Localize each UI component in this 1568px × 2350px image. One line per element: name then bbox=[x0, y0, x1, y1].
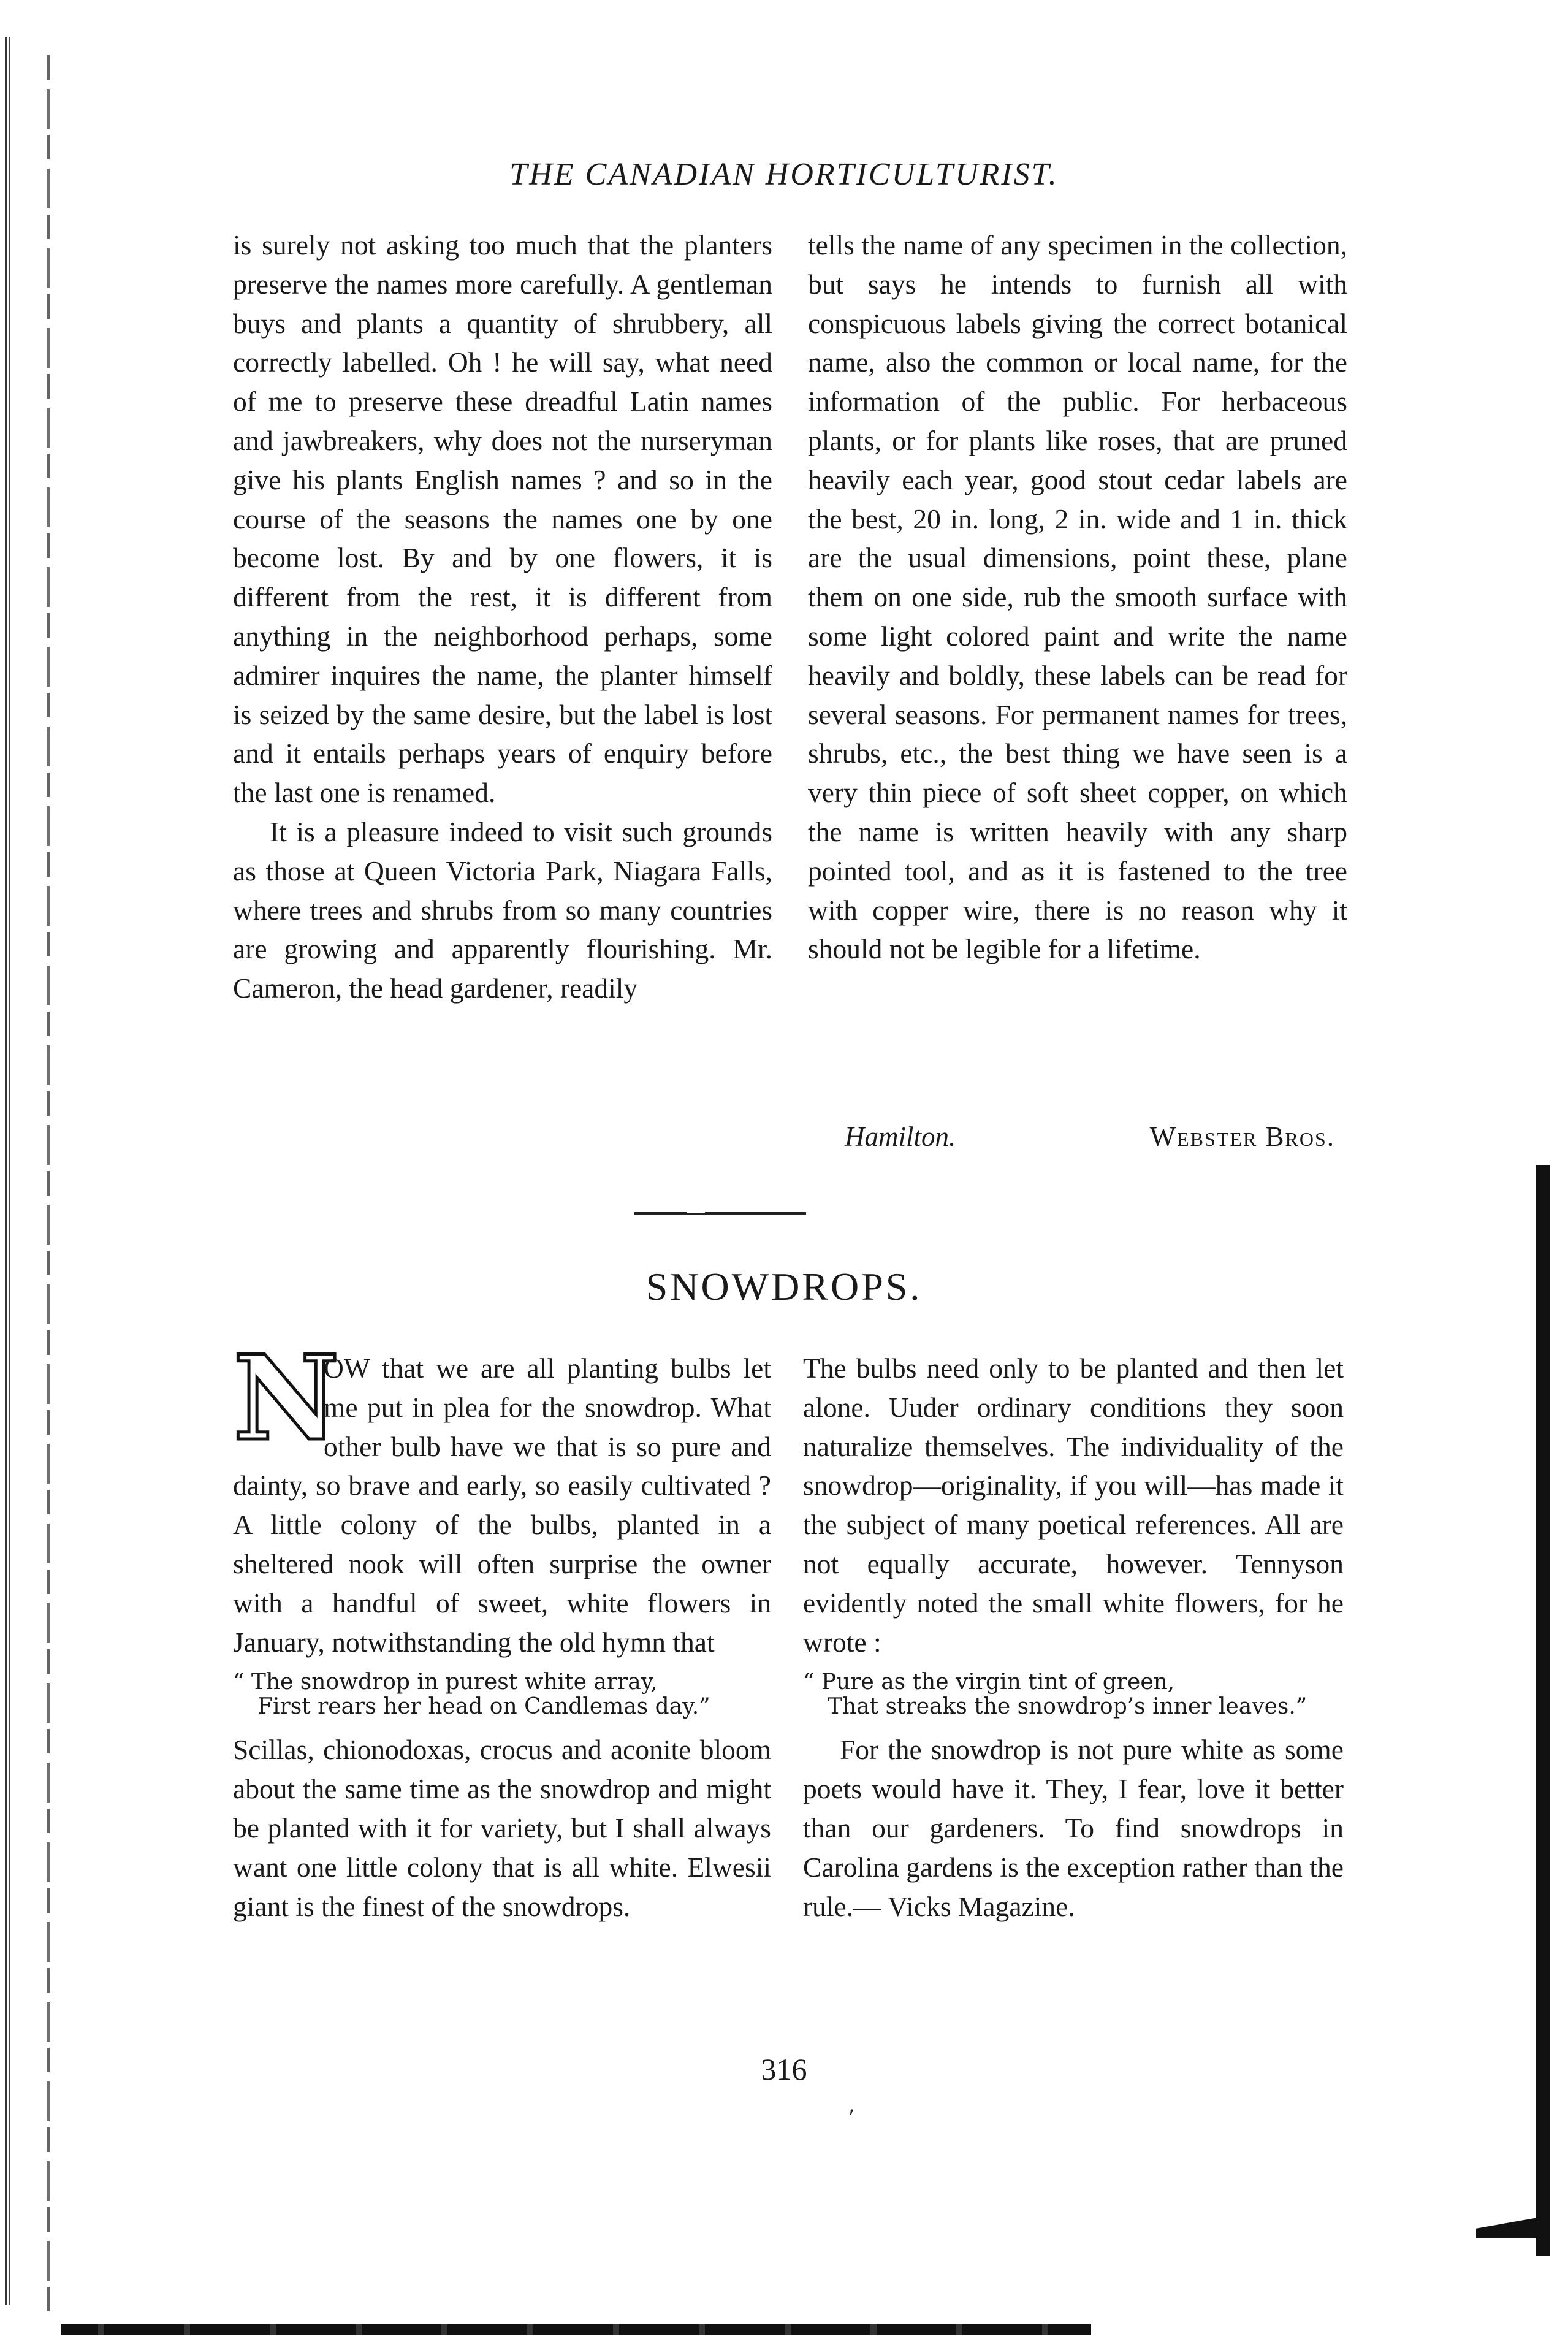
quote-line: “ The snowdrop in purest white array, bbox=[233, 1669, 658, 1695]
scan-edge-right-tail bbox=[1476, 2213, 1550, 2238]
scan-edge-left bbox=[5, 37, 13, 2305]
tennyson-quote bbox=[803, 1670, 1344, 1719]
running-title: THE CANADIAN HORTICULTURIST. bbox=[509, 157, 1059, 192]
article1-column-right bbox=[808, 226, 1347, 969]
article1-paragraph: is surely not asking too much that the planters preserve the names more carefully. A gentleman buys and plants a quantity of shrubbery, all correctly labelled. Oh ! he will say, what need of me to preserve these dreadful Latin names and jawbreakers, why does not the nurseryman give his plants English names ? and so in the course of the seasons the names one by one become lost. By and by one flowers, it is different from the rest, it is different from anything in the neighborhood perhaps, some admirer inquires the name, the planter himself is seized by the same desire, but the label is lost and it entails perhaps years of enquiry before the last one is renamed. bbox=[233, 229, 772, 809]
signature-place: Hamilton. bbox=[845, 1121, 956, 1152]
scan-edge-bottom bbox=[61, 2324, 1091, 2335]
quote-line: “ Pure as the virgin tint of green, bbox=[803, 1669, 1175, 1695]
article1-signature bbox=[808, 1121, 1335, 1153]
article2-paragraph: Scillas, chionodoxas, crocus and aconite bloom about the same time as the snowdrop and might be planted with it for variety, but I shall always want one little colony that is all white. Elwesii giant is the finest of the snowdrops. bbox=[233, 1734, 771, 1922]
quote-line: First rears her head on Candlemas day.” bbox=[257, 1694, 710, 1720]
scan-edge-binding bbox=[47, 55, 50, 2311]
article2-paragraph: The bulbs need only to be planted and then let alone. Uuder ordinary conditions they soon naturalize themselves. The individuality of the snowdrop—originality, if you will—has made it the subject of many poetical references. All are not equally accurate, however. Tennyson evidently noted the small white flowers, for he wrote : bbox=[803, 1352, 1344, 1658]
article2-column-right bbox=[803, 1349, 1344, 1926]
section-divider-gap bbox=[687, 1211, 705, 1213]
hymn-quote bbox=[233, 1670, 771, 1719]
article1-paragraph: tells the name of any specimen in the collection, but says he intends to furnish all with conspicuous labels giving the correct botanical name, also the common or local name, for the information of the public. For herbaceous plants, or for plants like roses, that are pruned heavily each year, good stout cedar labels are the best, 20 in. long, 2 in. wide and 1 in. thick are the usual dimensions, point these, plane them on one side, rub the smooth surface with some light colored paint and write the name heavily and boldly, these labels can be read for several seasons. For permanent names for trees, shrubs, etc., the best thing we have seen is a very thin piece of soft sheet copper, on which the name is written heavily with any sharp pointed tool, and as it is fastened to the tree with copper wire, there is no reason why it should not be legible for a lifetime. bbox=[808, 229, 1347, 965]
article2-column-left bbox=[233, 1330, 771, 1926]
article1-column-left bbox=[233, 226, 772, 1008]
scan-edge-right bbox=[1536, 1165, 1550, 2256]
drop-cap: N bbox=[233, 1330, 340, 1467]
page-number: 316 bbox=[761, 2052, 807, 2086]
article2-lead-text: OW that we are all planting bulbs let me put in plea for the snowdrop. What other bulb have we that is so pure and dainty, so brave and early, so easily cultivated ? A little colony of the bulbs, planted in a sheltered nook will often surprise the owner with a handful of sweet, white flowers in January, notwithstanding the old hymn that bbox=[233, 1352, 771, 1658]
ink-speck: ′ bbox=[849, 2104, 854, 2131]
article1-paragraph: It is a pleasure indeed to visit such grounds as those at Queen Victoria Park, Niagara Falls, where trees and shrubs from so many countries are growing and apparently flourishing. Mr. Cameron, the head gardener, readily bbox=[233, 815, 772, 1004]
article2-paragraph: For the snowdrop is not pure white as some poets would have it. They, I fear, love it better than our gardeners. To find snowdrops in Carolina gardens is the exception rather than the rule.— Vicks Magazine. bbox=[803, 1734, 1344, 1922]
quote-line: That streaks the snowdrop’s inner leaves.” bbox=[828, 1694, 1307, 1720]
signature-author: Webster Bros. bbox=[1149, 1121, 1335, 1152]
section-divider bbox=[634, 1212, 806, 1215]
article-title: SNOWDROPS. bbox=[645, 1265, 923, 1308]
article2-paragraph bbox=[233, 1330, 771, 1661]
